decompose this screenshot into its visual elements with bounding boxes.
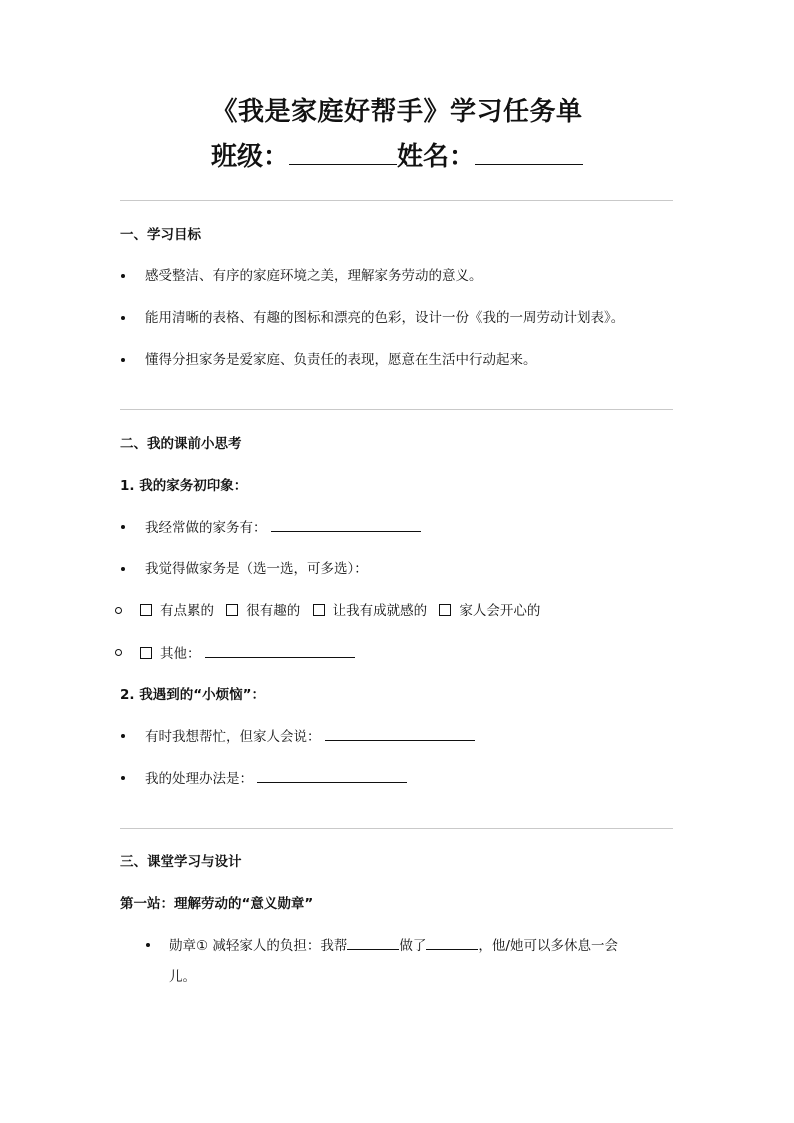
sub-bullet-icon: [115, 607, 122, 614]
goal-item-3: 懂得分担家务是爱家庭、负责任的表现，愿意在生活中行动起来。: [145, 352, 537, 368]
name-label: 姓名：: [397, 142, 476, 172]
class-blank[interactable]: [289, 138, 397, 165]
station1-heading: 第一站：理解劳动的“意义勋章”: [120, 896, 314, 912]
question-family-says: [145, 726, 475, 747]
class-label: 班级：: [210, 142, 289, 172]
chores-answer-blank[interactable]: [271, 517, 421, 532]
divider: [120, 409, 673, 410]
medal1-who-blank[interactable]: [347, 935, 399, 950]
subheading-impression: 1. 我的家务初印象：: [120, 478, 248, 494]
option-tiring: 有点累的: [160, 603, 214, 619]
question-chores-feeling: 我觉得做家务是（选一选，可多选）：: [145, 561, 368, 577]
section-heading-classroom: 三、课堂学习与设计: [120, 854, 242, 870]
medal1-what-blank[interactable]: [426, 935, 478, 950]
name-blank[interactable]: [475, 138, 583, 165]
option-other-row: [140, 643, 355, 664]
medal1-text-b: 做了: [399, 938, 427, 954]
divider: [120, 828, 673, 829]
other-answer-blank[interactable]: [205, 643, 355, 658]
class-name-line: [0, 138, 794, 175]
bullet-icon: [121, 567, 125, 571]
section-heading-prethink: 二、我的课前小思考: [120, 436, 242, 452]
medal1-text-c: ，他/她可以多休息一会: [478, 938, 618, 954]
bullet-icon: [146, 943, 150, 947]
section-heading-goals: 一、学习目标: [120, 227, 201, 243]
option-other: 其他：: [160, 646, 201, 662]
bullet-icon: [121, 776, 125, 780]
bullet-icon: [121, 525, 125, 529]
checkbox-icon[interactable]: [140, 604, 152, 616]
bullet-icon: [121, 358, 125, 362]
goal-item-1: 感受整洁、有序的家庭环境之美，理解家务劳动的意义。: [145, 268, 483, 284]
family-says-blank[interactable]: [325, 726, 475, 741]
checkbox-icon[interactable]: [226, 604, 238, 616]
question-chores-done: [145, 517, 421, 538]
question-chores-label: 我经常做的家务有：: [145, 520, 267, 536]
feeling-options: [140, 601, 548, 621]
subheading-troubles: 2. 我遇到的“小烦恼”：: [120, 687, 265, 703]
medal1-line: [169, 935, 618, 956]
goal-item-2: 能用清晰的表格、有趣的图标和漂亮的色彩，设计一份《我的一周劳动计划表》。: [145, 310, 625, 326]
bullet-icon: [121, 274, 125, 278]
checkbox-icon[interactable]: [140, 647, 152, 659]
bullet-icon: [121, 316, 125, 320]
question-solution-label: 我的处理办法是：: [145, 771, 253, 787]
solution-blank[interactable]: [257, 768, 407, 783]
sub-bullet-icon: [115, 649, 122, 656]
bullet-icon: [121, 734, 125, 738]
checkbox-icon[interactable]: [439, 604, 451, 616]
medal1-line-2: 儿。: [169, 969, 196, 985]
divider: [120, 200, 673, 201]
checkbox-icon[interactable]: [313, 604, 325, 616]
question-solution: [145, 768, 407, 789]
page-title: 《我是家庭好帮手》学习任务单: [211, 97, 583, 127]
medal1-text-a: 勋章① 减轻家人的负担：我帮: [169, 938, 348, 954]
option-family-happy: 家人会开心的: [459, 603, 541, 619]
option-fun: 很有趣的: [246, 603, 301, 619]
question-family-says-label: 有时我想帮忙，但家人会说：: [145, 729, 321, 745]
option-achievement: 让我有成就感的: [332, 603, 428, 619]
